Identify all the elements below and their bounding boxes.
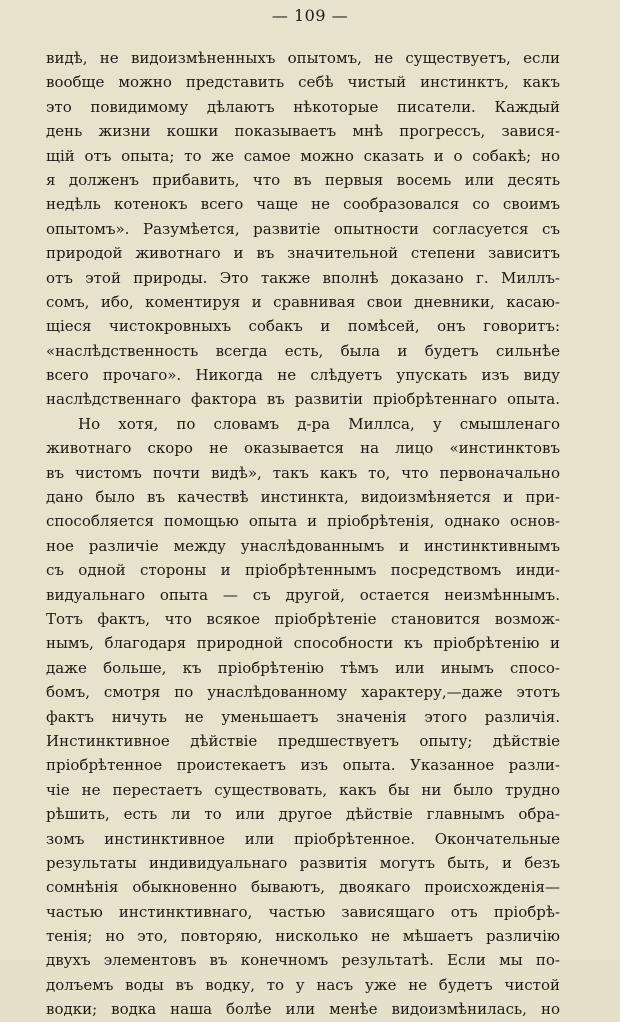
text-line: тенія; но это, повторяю, нисколько не мѣшаетъ различію <box>46 927 560 946</box>
text-line: фактъ ничуть не уменьшаетъ значенія этого различія. <box>46 707 560 726</box>
text-line: бомъ, смотря по унаслѣдованному характеру,—даже этотъ <box>46 683 560 702</box>
text-line: водки; водка наша болѣе или менѣе видоизмѣнилась, но <box>46 1000 560 1019</box>
body-text <box>46 46 560 1022</box>
text-line: Инстинктивное дѣйствіе предшествуетъ опыту; дѣйствіе <box>46 731 560 750</box>
text-line: съ одной стороны и пріобрѣтеннымъ посредствомъ инди- <box>46 561 560 580</box>
text-line: способляется помощью опыта и пріобрѣтенія, однако основ- <box>46 512 560 531</box>
text-line: зомъ инстинктивное или пріобрѣтенное. Окончательные <box>46 829 560 848</box>
text-line: отъ этой природы. Это также вполнѣ доказано г. Миллъ- <box>46 268 560 287</box>
text-line: щій отъ опыта; то же самое можно сказать и о собакѣ; но <box>46 146 560 165</box>
text-line: нымъ, благодаря природной способности къ пріобрѣтенію и <box>46 634 560 653</box>
text-line: рѣшить, есть ли то или другое дѣйствіе главнымъ обра- <box>46 805 560 824</box>
text-line: частью инстинктивнаго, частью зависящаго отъ пріобрѣ- <box>46 902 560 921</box>
page-number: — 109 — <box>271 6 349 25</box>
text-line: сомъ, ибо, коментируя и сравнивая свои дневники, касаю- <box>46 292 560 311</box>
text-line: долъемъ воды въ водку, то у насъ уже не будетъ чистой <box>46 975 560 994</box>
text-line: вообще можно представить себѣ чистый инстинктъ, какъ <box>46 73 560 92</box>
text-line: видѣ, не видоизмѣненныхъ опытомъ, не существуетъ, если <box>46 49 560 67</box>
text-line: ное различіе между унаслѣдованнымъ и инстинктивнымъ <box>46 536 560 555</box>
text-line: недѣль котенокъ всего чаще не сообразовался со своимъ <box>46 195 560 214</box>
text-line: сомнѣнія обыкновенно бываютъ, двоякаго происхожденія— <box>46 878 560 897</box>
text-line: наслѣдственнаго фактора въ развитіи пріобрѣтеннаго опыта. <box>46 390 560 409</box>
text-line: Тотъ фактъ, что всякое пріобрѣтеніе становится возмож- <box>46 609 560 628</box>
text-line: щіеся чистокровныхъ собакъ и помѣсей, онъ говоритъ: <box>46 317 560 336</box>
text-line: даже больше, къ пріобрѣтенію тѣмъ или инымъ спосо- <box>46 658 560 677</box>
text-line: я долженъ прибавить, что въ первыя восемь или десять <box>46 170 560 189</box>
text-line: «наслѣдственность всегда есть, была и будетъ сильнѣе <box>46 341 560 360</box>
text-line: это повидимому дѣлаютъ нѣкоторые писатели. Каждый <box>46 97 560 116</box>
text-line: природой животнаго и въ значительной степени зависитъ <box>46 244 560 263</box>
text-line: опытомъ». Разумѣется, развитіе опытности согласуется съ <box>46 219 560 238</box>
text-line: двухъ элементовъ въ конечномъ результатѣ. Если мы по- <box>46 951 560 970</box>
text-line: въ чистомъ почти видѣ», такъ какъ то, что первоначально <box>46 463 560 482</box>
text-line: видуальнаго опыта — съ другой, остается неизмѣннымъ. <box>46 585 560 604</box>
text-line: чіе не перестаетъ существовать, какъ бы ни было трудно <box>46 780 560 799</box>
text-line: день жизни кошки показываетъ мнѣ прогрессъ, завися- <box>46 122 560 141</box>
text-line: дано было въ качествѣ инстинкта, видоизмѣняется и при- <box>46 488 560 507</box>
text-line: всего прочаго». Никогда не слѣдуетъ упускать изъ виду <box>46 366 560 385</box>
text-line: результаты индивидуальнаго развитія могутъ быть, и безъ <box>46 853 560 872</box>
paragraph-start-line: Но хотя, по словамъ д-ра Миллса, у смышленаго <box>78 414 560 433</box>
text-line: пріобрѣтенное проистекаетъ изъ опыта. Указанное разли- <box>46 756 560 775</box>
text-line: животнаго скоро не оказывается на лицо «инстинктовъ <box>46 439 560 458</box>
